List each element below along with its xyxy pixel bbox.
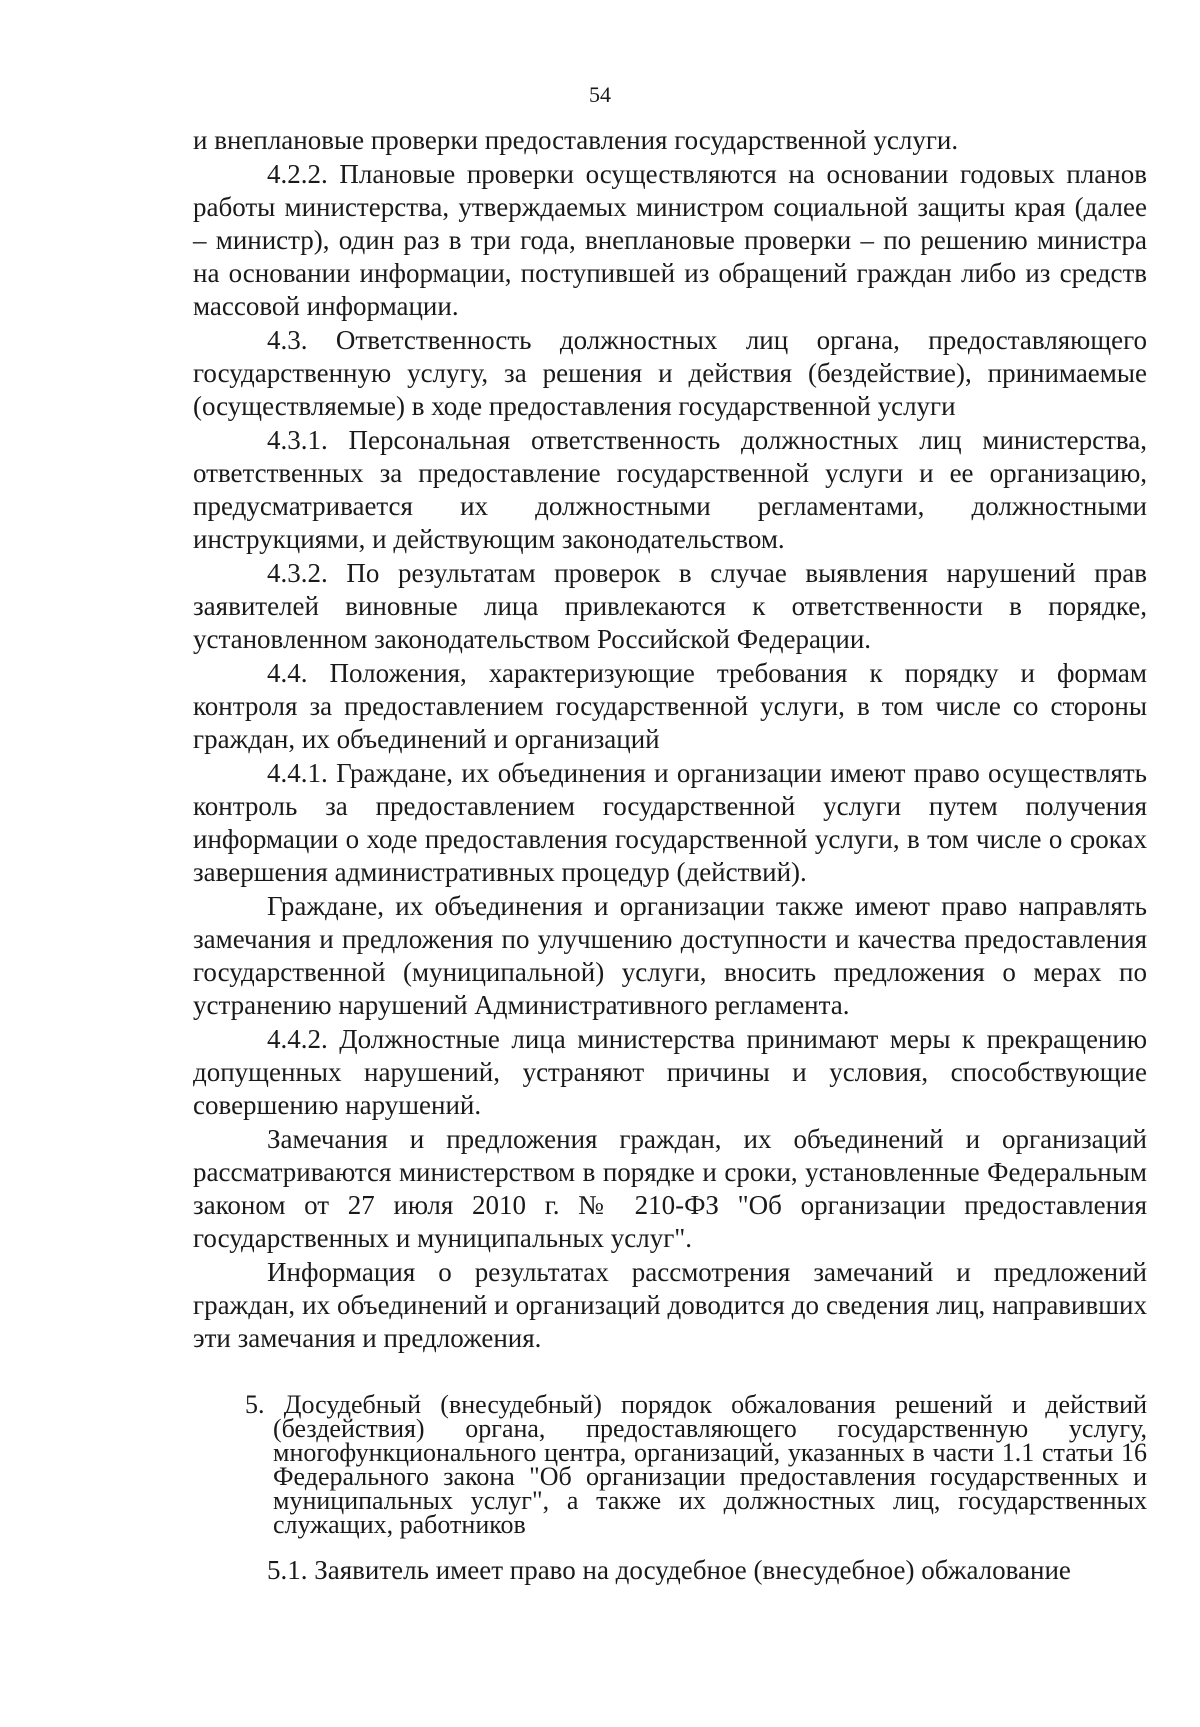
paragraph-4-2-2: 4.2.2. Плановые проверки осуществляются на основании годовых планов работы министерства, утверждаемых министром социальной защиты края (далее – министр), один раз в три года, внеплановые проверки – по решению министра на основании информации, поступившей из обращений граждан либо из средств массовой информации. bbox=[193, 159, 1147, 321]
document-body bbox=[193, 124, 1147, 1588]
paragraph-remarks-review: Замечания и предложения граждан, их объединений и организаций рассматриваются министерством в порядке и сроки, установленные Федеральным законом от 27 июля 2010 г. № 210-ФЗ "Об организации предоставления государственных и муниципальных услуг". bbox=[193, 1124, 1147, 1253]
paragraph-5-1: 5.1. Заявитель имеет право на досудебное (внесудебное) обжалование bbox=[267, 1555, 1071, 1585]
paragraph-4-4-1: 4.4.1. Граждане, их объединения и организации имеют право осуществлять контроль за предоставлением государственной услуги путем получения информации о ходе предоставления государственной услуги, в том числе о сроках завершения административных процедур (действий). bbox=[193, 758, 1147, 887]
paragraph-4-4-2: 4.4.2. Должностные лица министерства принимают меры к прекращению допущенных нарушений, устраняют причины и условия, способствующие совершению нарушений. bbox=[193, 1024, 1147, 1120]
paragraph: и внеплановые проверки предоставления государственной услуги. bbox=[193, 125, 959, 155]
paragraph-citizens-rights: Граждане, их объединения и организации также имеют право направлять замечания и предложения по улучшению доступности и качества предоставления государственной (муниципальной) услуги, вносить предложения о мерах по устранению нарушений Административного регламента. bbox=[193, 891, 1147, 1020]
paragraph-4-3-1: 4.3.1. Персональная ответственность должностных лиц министерства, ответственных за предоставление государственной услуги и ее организацию, предусматривается их должностными регламентами, должностными инструкциями, и действующим законодательством. bbox=[193, 425, 1147, 554]
paragraph-results-info: Информация о результатах рассмотрения замечаний и предложений граждан, их объединений и организаций доводится до сведения лиц, направивших эти замечания и предложения. bbox=[193, 1257, 1147, 1353]
paragraph-4-3-2: 4.3.2. По результатам проверок в случае выявления нарушений прав заявителей виновные лица привлекаются к ответственности в порядке, установленном законодательством Российской Федерации. bbox=[193, 558, 1147, 654]
section-5-heading: 5. Досудебный (внесудебный) порядок обжалования решений и действий (бездействия) органа, предоставляющего государственную услугу, многофункционального центра, организаций, указанных в части 1.1 статьи 16 Федерального закона "Об организации предоставления государственных и муниципальных услуг", а также их должностных лиц, государственных служащих, работников bbox=[245, 1390, 1147, 1539]
paragraph-4-4: 4.4. Положения, характеризующие требования к порядку и формам контроля за предоставлением государственной услуги, в том числе со стороны граждан, их объединений и организаций bbox=[193, 658, 1147, 754]
page-number: 54 bbox=[589, 82, 611, 107]
paragraph-4-3: 4.3. Ответственность должностных лиц органа, предоставляющего государственную услугу, за решения и действия (бездействие), принимаемые (осуществляемые) в ходе предоставления государственной услуги bbox=[193, 325, 1147, 421]
